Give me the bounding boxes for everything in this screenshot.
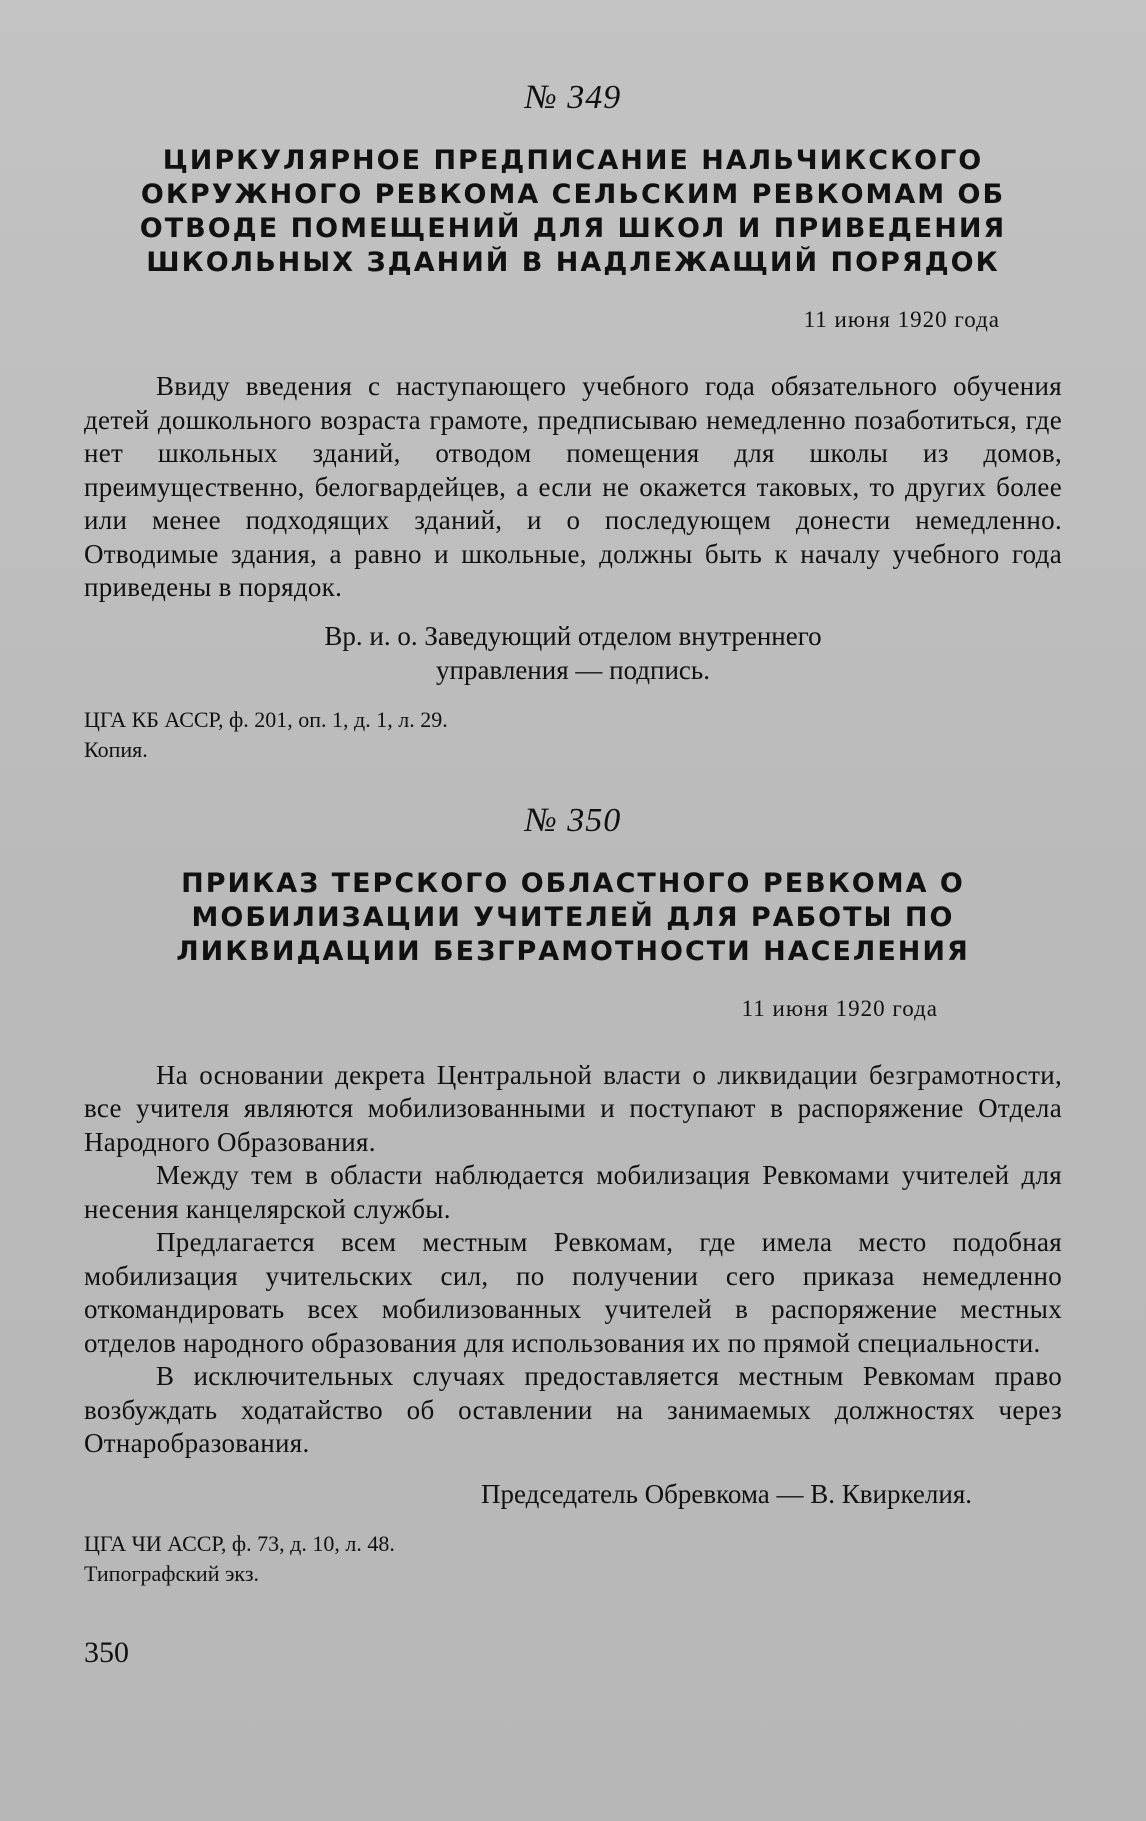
body-paragraph: Между тем в области наблюдается мобилизация Ревкомами учителей для несения канцелярской службы. xyxy=(84,1160,1062,1224)
archive-reference: ЦГА ЧИ АССР, ф. 73, д. 10, л. 48. xyxy=(84,1530,395,1556)
title-line: ЛИКВИДАЦИИ БЕЗГРАМОТНОСТИ НАСЕЛЕНИЯ xyxy=(176,935,970,967)
document-title xyxy=(84,144,1062,280)
body-paragraph: В исключительных случаях предоставляется местным Ревкомам право возбуждать ходатайство об оставлении на занимаемых должностях через Отнаробразования. xyxy=(84,1361,1062,1458)
document-number: № 350 xyxy=(524,801,622,839)
title-line: ШКОЛЬНЫХ ЗДАНИЙ В НАДЛЕЖАЩИЙ ПОРЯДОК xyxy=(146,247,1000,278)
body-paragraph: Предлагается всем местным Ревкомам, где имела место подобная мобилизация учительских сил, по получении сего приказа немедленно откомандировать всех мобилизованных учителей в распоряжение местных отделов народного образования для использования их по прямой специальности. xyxy=(84,1227,1062,1358)
title-line: ПРИКАЗ ТЕРСКОГО ОБЛАСТНОГО РЕВКОМА О xyxy=(181,867,965,899)
title-line: ОКРУЖНОГО РЕВКОМА СЕЛЬСКИМ РЕВКОМАМ ОБ xyxy=(140,179,1006,210)
document-body xyxy=(84,1059,1062,1461)
signature-line: управления — подпись. xyxy=(436,654,710,685)
document-349 xyxy=(84,78,1062,765)
signature xyxy=(84,619,1062,687)
body-paragraph: На основании декрета Центральной власти о ликвидации безграмотности, все учителя являются мобилизованными и поступают в распоряжение Отдела Народного Образования. xyxy=(84,1059,1062,1157)
document-body xyxy=(84,370,1062,605)
title-line: ЦИРКУЛЯРНОЕ ПРЕДПИСАНИЕ НАЛЬЧИКСКОГО xyxy=(162,145,984,176)
document-date: 11 июня 1920 года xyxy=(741,995,938,1021)
signature-line: Вр. и. о. Заведующий отделом внутреннего xyxy=(324,620,822,651)
document-number: № 349 xyxy=(524,79,622,116)
archive-reference: ЦГА КБ АССР, ф. 201, оп. 1, д. 1, л. 29. xyxy=(84,706,448,732)
copy-note: Типографский экз. xyxy=(84,1560,260,1586)
document-title xyxy=(84,867,1062,969)
signature-line: Председатель Обревкома — В. Квиркелия. xyxy=(481,1478,972,1509)
document-date: 11 июня 1920 года xyxy=(803,307,1000,332)
title-line: МОБИЛИЗАЦИИ УЧИТЕЛЕЙ ДЛЯ РАБОТЫ ПО xyxy=(191,901,955,933)
copy-note: Копия. xyxy=(84,736,148,762)
body-paragraph: Ввиду введения с наступающего учебного года обязательного обучения детей дошкольного возраста грамоте, предписываю немедленно позаботиться, где нет школьных зданий, отводом помещения для школы из домов, преимущественно, белогвардейцев, а если не окажется таковых, то других более или менее подходящих зданий, и о последующем донести немедленно. Отводимые здания, а равно и школьные, должны быть к началу учебного года приведены в порядок. xyxy=(84,371,1062,602)
page-number: 350 xyxy=(84,1636,129,1669)
signature xyxy=(84,1477,1062,1511)
document-350 xyxy=(84,801,1062,1589)
title-line: ОТВОДЕ ПОМЕЩЕНИЙ ДЛЯ ШКОЛ И ПРИВЕДЕНИЯ xyxy=(139,213,1007,244)
